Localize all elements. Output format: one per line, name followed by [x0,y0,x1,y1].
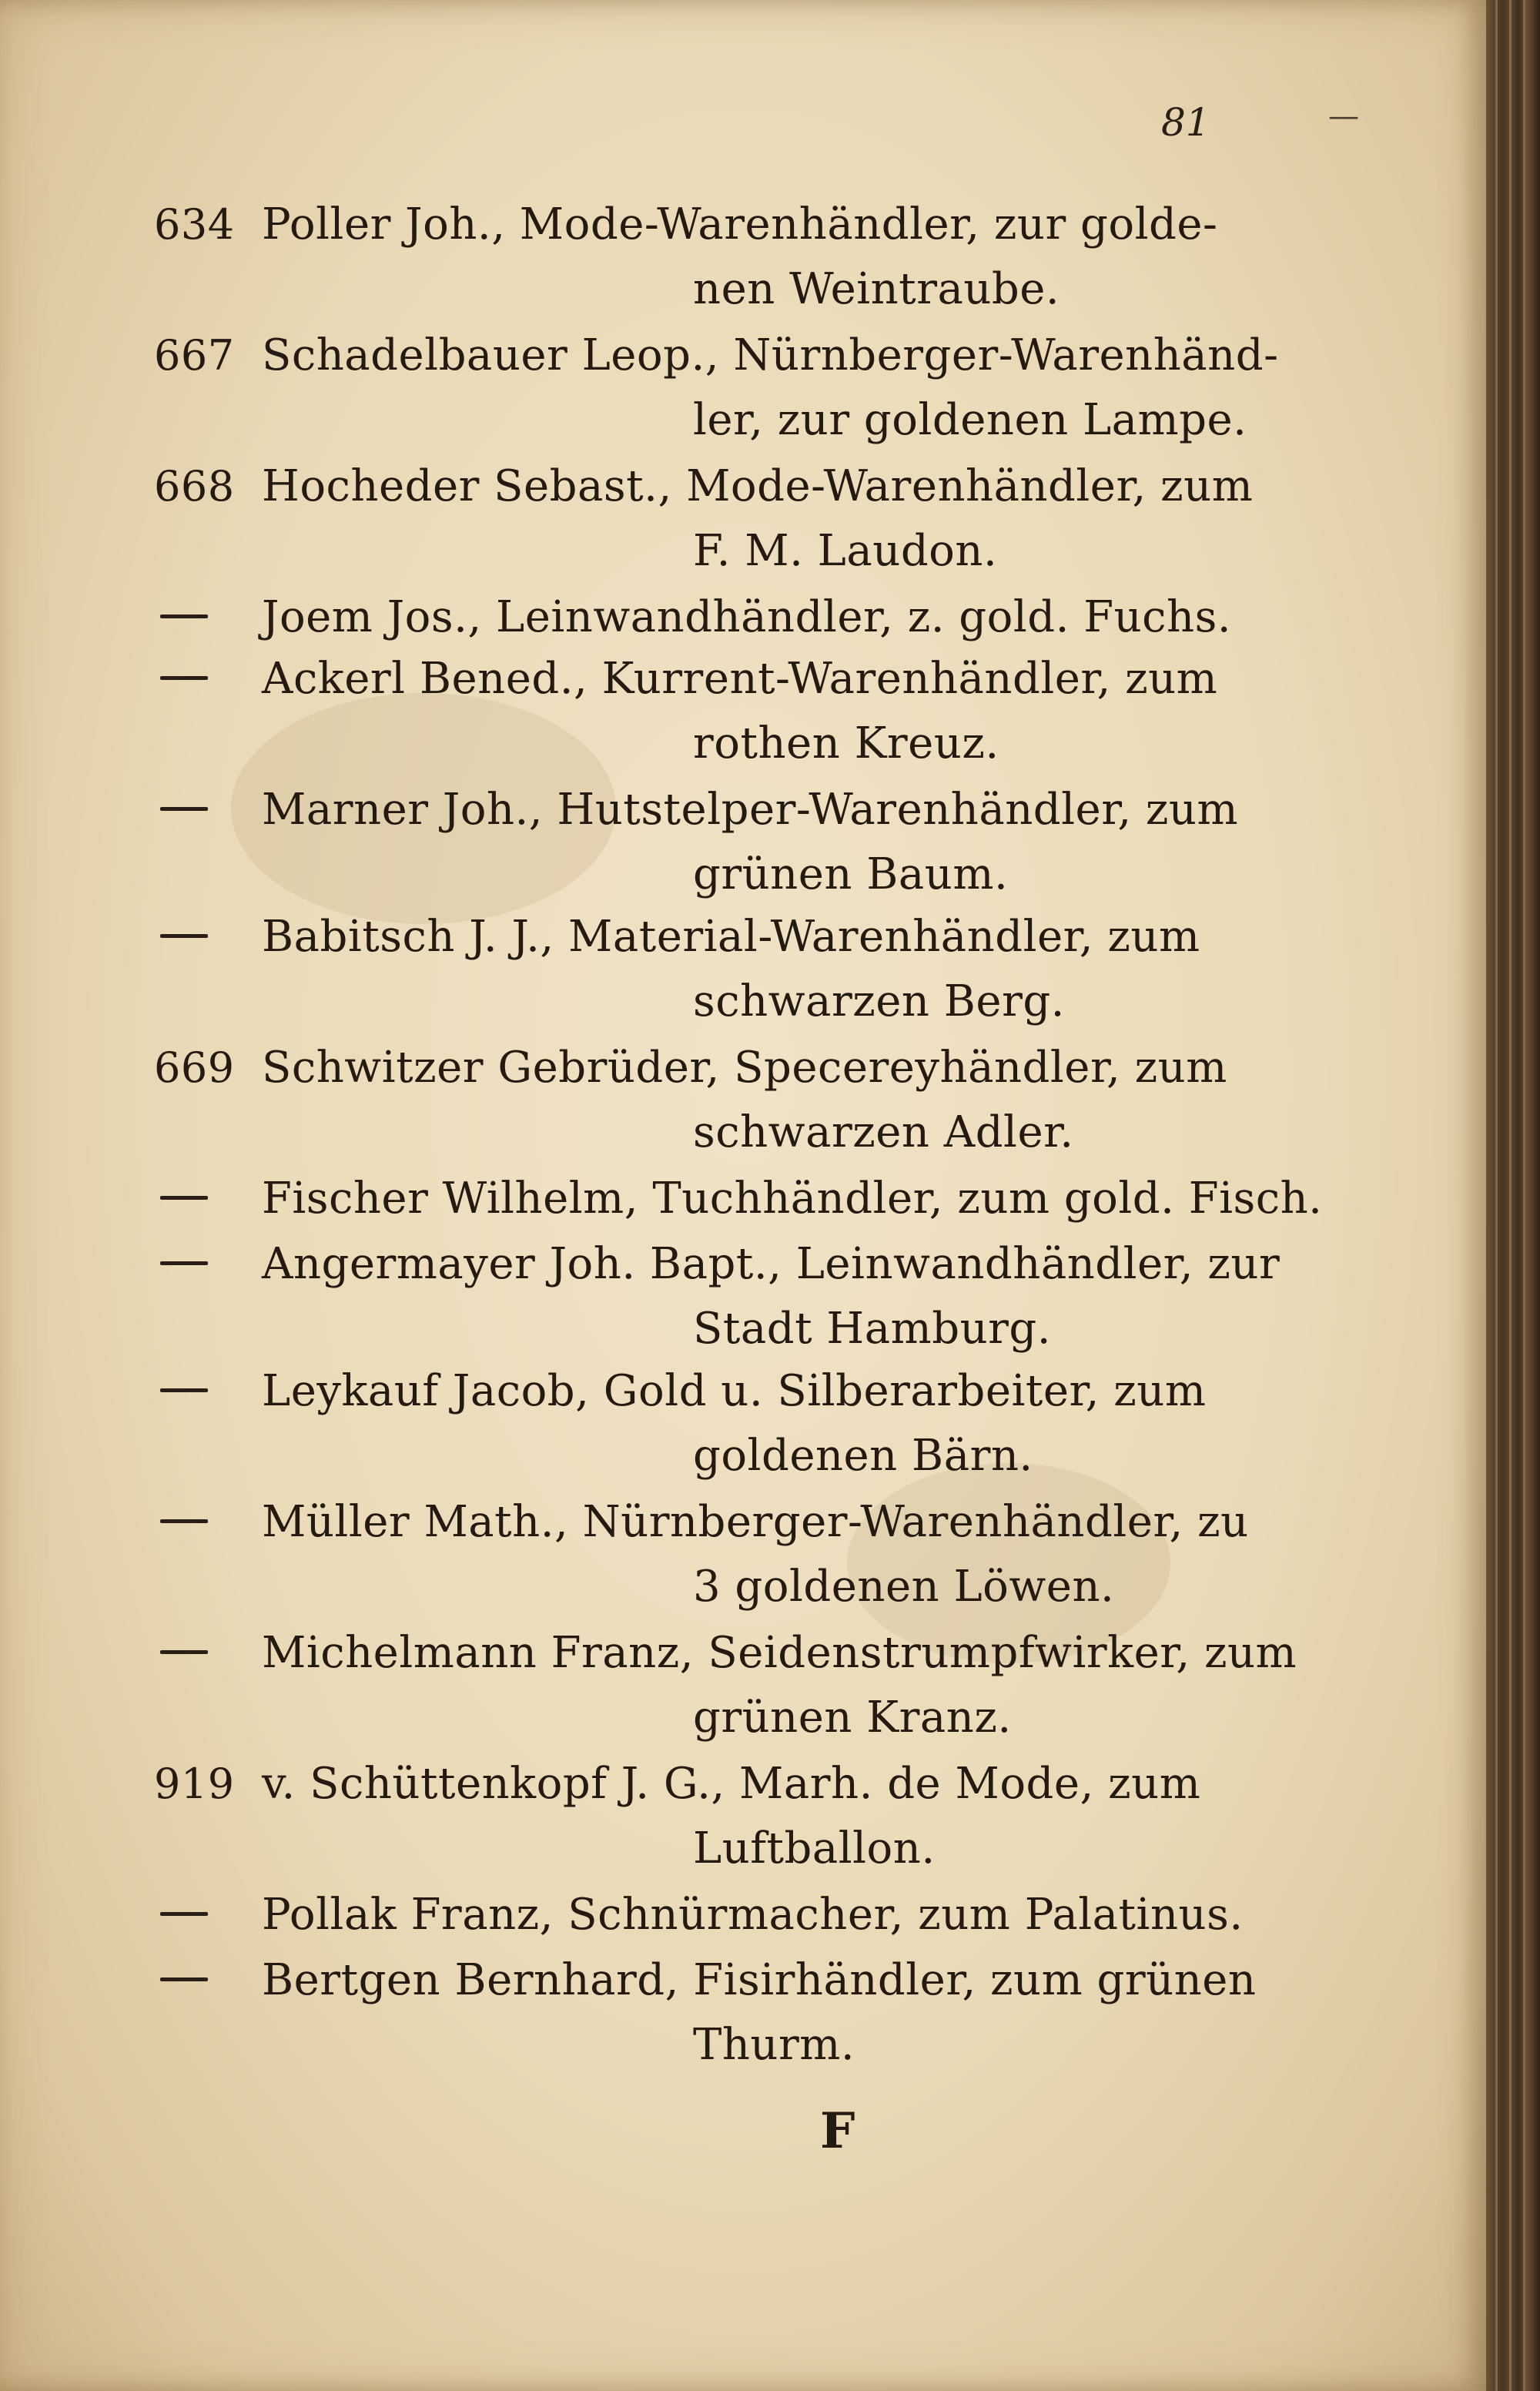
entry-line: Hocheder Sebast., Mode-Warenhändler, zum [262,461,1254,511]
entry-continuation: Luftballon. [693,1823,936,1874]
ditto-dash [160,1196,208,1200]
book-spine-edge [1486,0,1540,2391]
directory-entry [0,585,1486,650]
entry-continuation: F. M. Laudon. [693,526,998,576]
ditto-dash [160,1977,208,1981]
entry-continuation: nen Weintraube. [693,264,1060,314]
directory-entry [0,647,1486,776]
directory-entry [0,193,1486,322]
edge-line [1509,0,1512,2391]
entry-continuation: grünen Kranz. [693,1693,1012,1743]
directory-entry [0,905,1486,1034]
entry-line: Angermayer Joh. Bapt., Leinwandhändler, zur [262,1239,1281,1289]
entry-continuation: goldenen Bärn. [693,1431,1033,1481]
entry-continuation: schwarzen Adler. [693,1107,1074,1157]
entry-continuation: grünen Baum. [693,849,1009,899]
ditto-dash [160,934,208,938]
signature-mark: F [820,2102,855,2160]
directory-entry [0,1948,1486,2078]
entry-line: Schwitzer Gebrüder, Specereyhändler, zum [262,1043,1227,1093]
margin-mark: — [1328,99,1359,134]
entry-continuation: schwarzen Berg. [693,976,1065,1026]
entry-line: Joem Jos., Leinwandhändler, z. gold. Fuchs. [262,592,1232,642]
entry-number: 669 [154,1043,235,1092]
directory-entry [0,454,1486,584]
entry-line: v. Schüttenkopf J. G., Marh. de Mode, zum [262,1759,1201,1809]
directory-entry [0,1036,1486,1165]
ditto-dash [160,1388,208,1392]
directory-entry [0,1490,1486,1619]
entry-line: Poller Joh., Mode-Warenhändler, zur golde- [262,199,1218,249]
entry-line: Schadelbauer Leop., Nürnberger-Warenhänd- [262,330,1279,380]
directory-entry [0,1359,1486,1489]
entry-number: 667 [154,331,235,380]
entry-line: Marner Joh., Hutstelper-Warenhändler, zum [262,785,1239,835]
entry-line: Müller Math., Nürnberger-Warenhändler, zu [262,1497,1249,1547]
directory-entry [0,1883,1486,1947]
entry-line: Bertgen Bernhard, Fisirhändler, zum grünen [262,1955,1257,2005]
entry-line: Fischer Wilhelm, Tuchhändler, zum gold. Fisch. [262,1174,1323,1224]
entry-number: 668 [154,462,235,511]
entry-number: 919 [154,1760,235,1808]
directory-entry [0,1752,1486,1881]
directory-entry [0,1232,1486,1361]
edge-line [1523,0,1525,2391]
ditto-dash [160,1650,208,1654]
entry-line: Michelmann Franz, Seidenstrumpfwirker, zum [262,1628,1297,1678]
entry-line: Ackerl Bened., Kurrent-Warenhändler, zum [262,654,1218,704]
entry-line: Leykauf Jacob, Gold u. Silberarbeiter, zum [262,1366,1207,1416]
ditto-dash [160,807,208,811]
entry-continuation: 3 goldenen Löwen. [693,1562,1115,1612]
directory-entry [0,1621,1486,1750]
ditto-dash [160,1261,208,1265]
entry-continuation: Thurm. [693,2020,855,2070]
entry-continuation: rothen Kreuz. [693,718,999,769]
ditto-dash [160,676,208,680]
directory-entry [0,323,1486,453]
directory-entry [0,778,1486,907]
entry-continuation: ler, zur goldenen Lampe. [693,395,1247,445]
ditto-dash [160,1519,208,1523]
entry-number: 634 [154,200,235,249]
edge-line [1495,0,1498,2391]
page-number: 81 [1161,100,1210,145]
entry-line: Babitsch J. J., Material-Warenhändler, zum [262,912,1200,962]
ditto-dash [160,1912,208,1916]
directory-entry [0,1167,1486,1231]
ditto-dash [160,614,208,618]
entry-continuation: Stadt Hamburg. [693,1304,1052,1354]
entry-line: Pollak Franz, Schnürmacher, zum Palatinus. [262,1890,1244,1940]
